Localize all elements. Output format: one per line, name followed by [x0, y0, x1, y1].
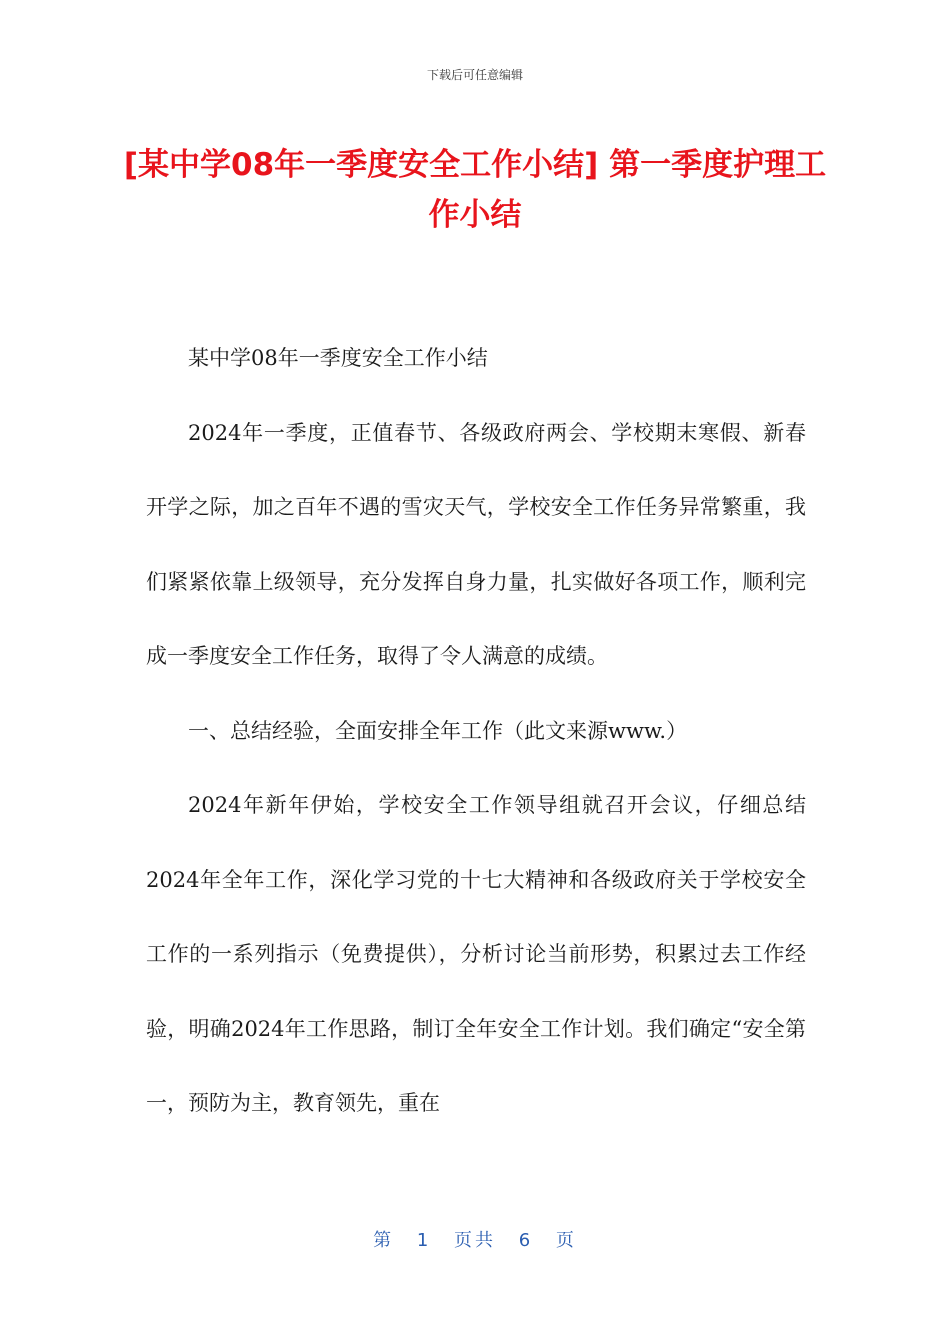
body-paragraph: 2024年一季度，正值春节、各级政府两会、学校期末寒假、新春开学之际，加之百年不遇的雪灾天气，学校安全工作任务异常繁重，我们紧紧依靠上级领导，充分发挥自身力量，扎实做好各项工作，顺利完成一季度安全工作任务，取得了令人满意的成绩。 [146, 420, 806, 668]
document-title: [某中学08年一季度安全工作小结] 第一季度护理工作小结 [123, 147, 827, 233]
document-body [146, 321, 806, 1141]
page-number-footer: 第 1 页共 6 页 [373, 1230, 577, 1251]
body-paragraph: 2024年新年伊始，学校安全工作领导组就召开会议，仔细总结2024年全年工作，深化学习党的十七大精神和各级政府关于学校安全工作的一系列指示（免费提供），分析讨论当前形势，积累过去工作经验，明确2024年工作思路，制订全年安全工作计划。我们确定“安全第一，预防为主，教育领先，重在 [146, 793, 806, 1115]
body-paragraph: 一、总结经验，全面安排全年工作（此文来源www.） [188, 718, 688, 743]
page-header-note: 下载后可任意编辑 [426, 68, 523, 82]
body-paragraph: 某中学08年一季度安全工作小结 [188, 346, 488, 370]
